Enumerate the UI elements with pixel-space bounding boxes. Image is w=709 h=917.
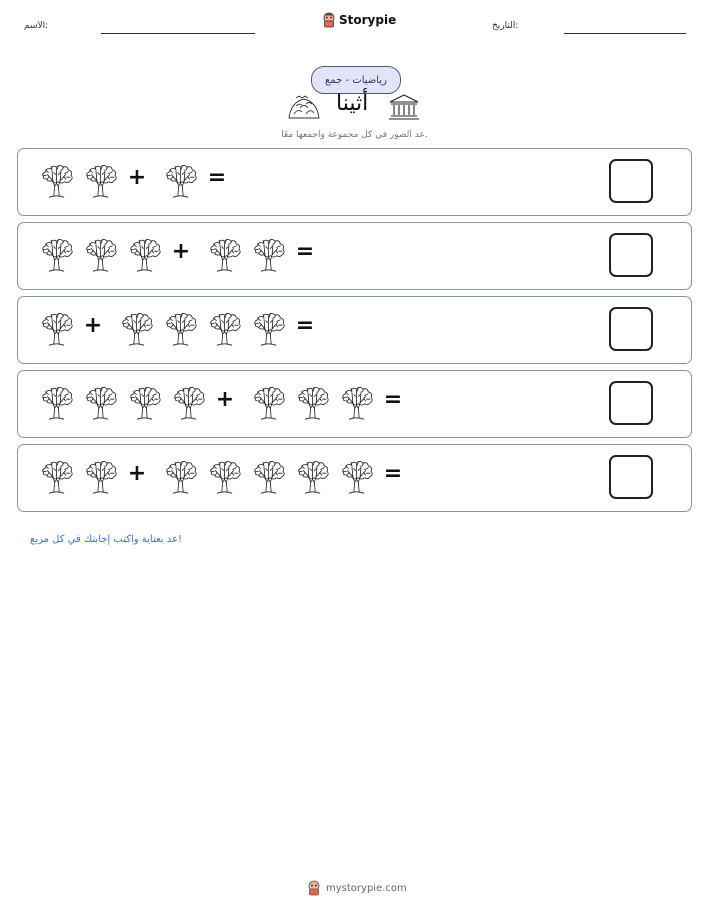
name-line[interactable] <box>101 33 255 34</box>
right-group <box>162 159 199 199</box>
olive-bush-icon <box>286 94 322 120</box>
plus-sign: + <box>171 239 191 264</box>
problem-row <box>17 222 692 290</box>
name-label: الاسم: <box>24 21 49 31</box>
equals-sign: = <box>295 313 315 338</box>
olive-tree-icon <box>82 381 119 421</box>
plus-sign: + <box>127 461 147 486</box>
olive-tree-icon <box>338 455 375 495</box>
answer-box[interactable] <box>609 455 653 499</box>
equals-sign: = <box>383 461 403 486</box>
left-group <box>38 455 119 495</box>
olive-tree-icon <box>170 381 207 421</box>
topic-badge: رياضيات - جمع <box>311 66 401 94</box>
date-label: التاريخ: <box>492 21 519 31</box>
olive-tree-icon <box>250 381 287 421</box>
footer-note: عد بعناية واكتب إجابتك في كل مربع! <box>30 534 182 545</box>
right-group <box>206 233 287 273</box>
olive-tree-icon <box>250 233 287 273</box>
left-group <box>38 381 207 421</box>
olive-tree-icon <box>206 233 243 273</box>
olive-tree-icon <box>38 307 75 347</box>
problem-row <box>17 444 692 512</box>
olive-tree-icon <box>206 455 243 495</box>
olive-tree-icon <box>126 381 163 421</box>
problem-row <box>17 370 692 438</box>
olive-tree-icon <box>162 307 199 347</box>
olive-tree-icon <box>126 233 163 273</box>
olive-tree-icon <box>338 381 375 421</box>
answer-box[interactable] <box>609 233 653 277</box>
plus-sign: + <box>215 387 235 412</box>
olive-tree-icon <box>38 233 75 273</box>
worksheet-header <box>0 0 709 48</box>
instruction-text: عد الصور في كل مجموعة واجمعها معًا. <box>281 130 428 140</box>
brand <box>322 12 396 28</box>
equals-sign: = <box>207 165 227 190</box>
olive-tree-icon <box>294 455 331 495</box>
worksheet-title: أثينا <box>336 91 369 116</box>
parthenon-icon <box>388 94 420 120</box>
title-row <box>286 90 426 124</box>
brand-name: Storypie <box>339 13 397 27</box>
answer-box[interactable] <box>609 307 653 351</box>
left-group <box>38 307 75 347</box>
olive-tree-icon <box>82 233 119 273</box>
olive-tree-icon <box>38 381 75 421</box>
equals-sign: = <box>383 387 403 412</box>
plus-sign: + <box>83 313 103 338</box>
olive-tree-icon <box>162 455 199 495</box>
olive-tree-icon <box>38 159 75 199</box>
olive-tree-icon <box>250 455 287 495</box>
right-group <box>118 307 287 347</box>
olive-tree-icon <box>82 159 119 199</box>
olive-tree-icon <box>206 307 243 347</box>
problem-row <box>17 148 692 216</box>
left-group <box>38 233 163 273</box>
left-group <box>38 159 119 199</box>
equals-sign: = <box>295 239 315 264</box>
olive-tree-icon <box>118 307 155 347</box>
date-line[interactable] <box>564 33 686 34</box>
storypie-logo-icon <box>307 880 321 896</box>
right-group <box>162 455 375 495</box>
site-footer <box>307 880 407 896</box>
olive-tree-icon <box>82 455 119 495</box>
olive-tree-icon <box>250 307 287 347</box>
storypie-logo-icon <box>322 12 336 28</box>
answer-box[interactable] <box>609 381 653 425</box>
problem-list <box>17 148 692 518</box>
problem-row <box>17 296 692 364</box>
plus-sign: + <box>127 165 147 190</box>
olive-tree-icon <box>162 159 199 199</box>
olive-tree-icon <box>38 455 75 495</box>
footer-url: mystorypie.com <box>326 882 407 894</box>
right-group <box>250 381 375 421</box>
olive-tree-icon <box>294 381 331 421</box>
answer-box[interactable] <box>609 159 653 203</box>
